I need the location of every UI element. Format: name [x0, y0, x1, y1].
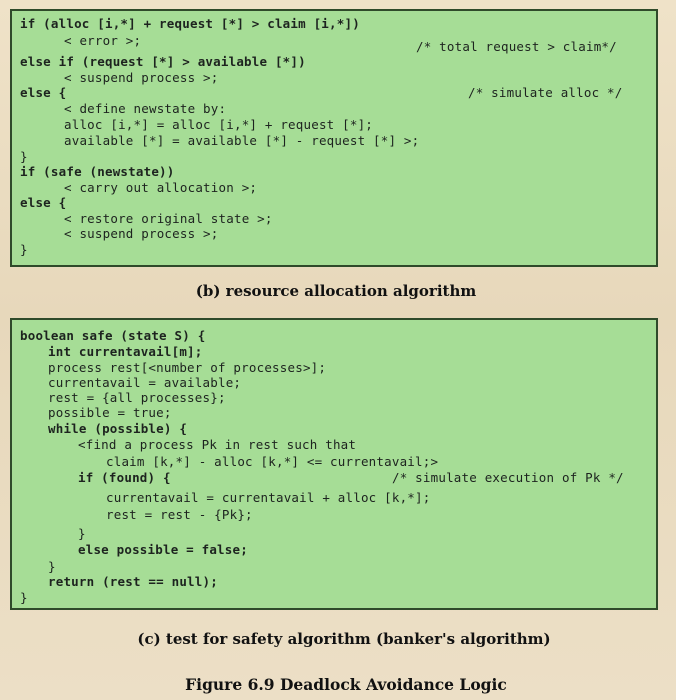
code-line: return (rest == null);	[48, 574, 218, 589]
code-line: if (safe (newstate))	[20, 164, 175, 179]
code-line: < define newstate by:	[64, 101, 227, 116]
code-line: if (alloc [i,*] + request [*] > claim [i,*])	[20, 16, 360, 31]
safety-algorithm-code-box	[10, 318, 658, 610]
code-comment: /* simulate alloc */	[468, 85, 623, 100]
code-line: claim [k,*] - alloc [k,*] <= currentavail;>	[106, 454, 439, 469]
code-line: process rest[<number of processes>];	[48, 360, 327, 375]
code-line: if (found) {	[78, 470, 171, 485]
code-line: currentavail = available;	[48, 375, 242, 390]
code-line: }	[20, 242, 28, 257]
code-line: else possible = false;	[78, 542, 248, 557]
code-line: rest = {all processes};	[48, 390, 226, 405]
caption-safety-algorithm: (c) test for safety algorithm (banker's algorithm)	[137, 630, 551, 648]
code-line: while (possible) {	[48, 421, 188, 436]
code-line: int currentavail[m];	[48, 344, 203, 359]
code-line: < carry out allocation >;	[64, 180, 258, 195]
code-line: < suspend process >;	[64, 70, 219, 85]
code-line: < restore original state >;	[64, 211, 273, 226]
code-line: < error >;	[64, 33, 142, 48]
code-line: boolean safe (state S) {	[20, 328, 206, 343]
code-line: < suspend process >;	[64, 226, 219, 241]
figure-title: Figure 6.9 Deadlock Avoidance Logic	[185, 675, 507, 694]
code-line: currentavail = currentavail + alloc [k,*];	[106, 490, 431, 505]
code-line: <find a process Pk in rest such that	[78, 437, 357, 452]
code-line: }	[20, 590, 28, 605]
resource-allocation-code-box	[10, 9, 658, 267]
code-line: alloc [i,*] = alloc [i,*] + request [*];	[64, 117, 374, 132]
caption-resource-allocation: (b) resource allocation algorithm	[195, 282, 477, 300]
code-line: else {	[20, 85, 67, 100]
code-line: }	[20, 149, 28, 164]
code-line: rest = rest - {Pk};	[106, 507, 253, 522]
code-line: else if (request [*] > available [*])	[20, 54, 306, 69]
code-comment: /* total request > claim*/	[416, 39, 617, 54]
code-line: }	[78, 526, 86, 541]
code-line: }	[48, 559, 56, 574]
code-line: possible = true;	[48, 405, 172, 420]
code-line: available [*] = available [*] - request [*] >;	[64, 133, 420, 148]
code-comment: /* simulate execution of Pk */	[392, 470, 624, 485]
code-line: else {	[20, 195, 67, 210]
